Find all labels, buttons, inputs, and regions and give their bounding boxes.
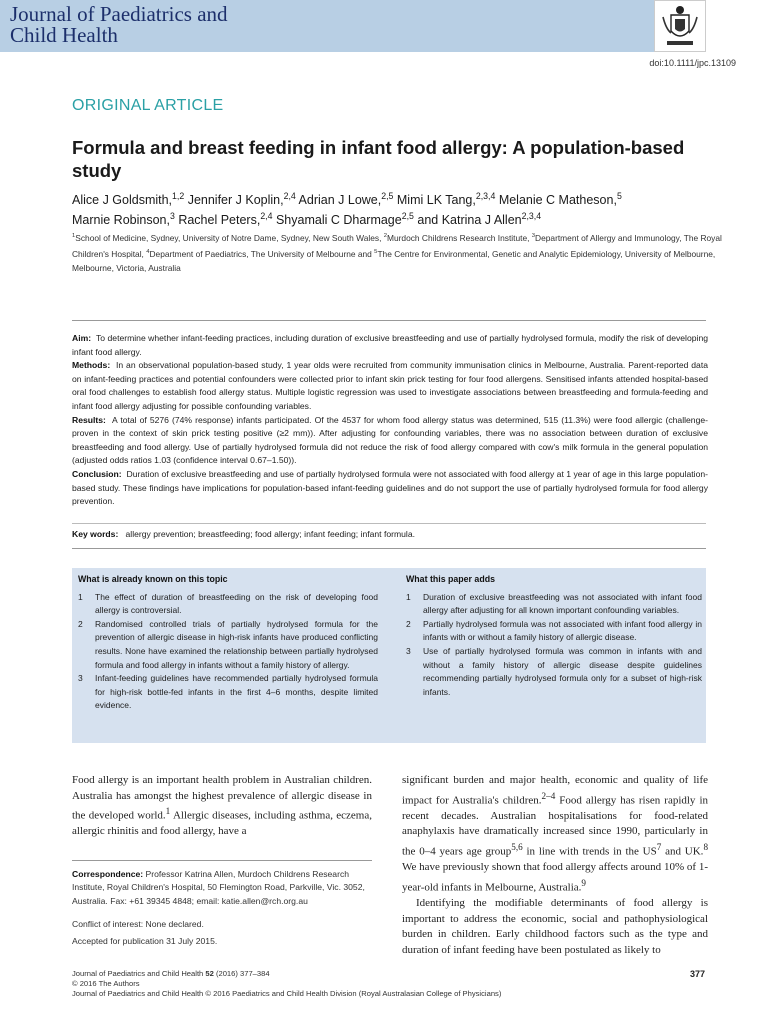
body-column-left: Food allergy is an important health problem in Australian children. Australia has amongst the highest prevalence of allergic disease in the developed world.$^1$ Allergic diseases, including asthma, eczema, allergic rhinitis and food allergy, have a xyxy=(72,774,372,838)
article-type: ORIGINAL ARTICLE xyxy=(72,97,224,114)
doi[interactable]: doi:10.1111/jpc.13109 xyxy=(649,58,736,68)
page-footer xyxy=(72,969,632,999)
abstract-bottom-rule xyxy=(72,548,706,549)
footer-publisher: Journal of Paediatrics and Child Health © 2016 Paediatrics and Child Health Division (Royal Australasian College of Physicians) xyxy=(72,989,502,998)
summary-box xyxy=(72,568,706,743)
already-known-heading: What is already known on this topic xyxy=(78,574,228,584)
footer-copyright: © 2016 The Authors xyxy=(72,979,140,988)
list-item: 1 The effect of duration of breastfeeding on the risk of developing food allergy is controversial. xyxy=(78,591,378,616)
author[interactable]: and Katrina J Allen$^{2,3,4}$ xyxy=(417,211,542,228)
abstract-keywords-rule xyxy=(72,523,706,524)
abstract-conclusion: Conclusion: Duration of exclusive breastfeeding and use of partially hydrolysed formula were not associated with food allergy at 1 year of age in this large population-based study. These findings have implications for population-based infant-feeding guidelines and do not support the use of partially hydrolysed formula for food allergy prevention. xyxy=(72,468,708,507)
journal-title-line1: Journal of Paediatrics and xyxy=(10,2,228,26)
body-paragraph: Identifying the modifiable determinants of food allergy is important to address the economic, social and pathophysiological burden in children. Early childhood factors such as the type and duration of infant feeding have been postulated as likely to xyxy=(402,897,708,956)
list-item: 2 Partially hydrolysed formula was not associated with infant food allergy in infants with or without a family history of allergic disease. xyxy=(406,618,702,643)
correspondence-rule xyxy=(72,860,372,861)
abstract-results: Results: A total of 5276 (74% response) infants participated. Of the 4537 for whom food allergy status was determined, 515 (11.3%) were food allergic (challenge-proven in the context of skin prick testing positive (≥2 mm)). After adjusting for confounding variables, there was no association between duration of exclusive breastfeeding and food allergy. Use of partially hydrolysed formula did not reduce the risk of food allergy compared with cow's milk formula in the general population (adjusted odds ratios 1.03 (confidence interval 0.67–1.50)). xyxy=(72,414,708,466)
conflict-of-interest: Conflict of interest: None declared. xyxy=(72,919,204,929)
author-list xyxy=(72,188,722,228)
coat-of-arms-icon xyxy=(654,0,706,52)
author[interactable]: Shyamali C Dharmage$^{2,5}$ xyxy=(275,211,414,228)
journal-title xyxy=(10,4,228,46)
article-title: Formula and breast feeding in infant food allergy: A population-based study xyxy=(72,137,685,181)
paper-adds-section xyxy=(406,573,702,699)
author[interactable]: Rachel Peters,$^{2,4}$ xyxy=(178,211,273,228)
author[interactable]: Melanie C Matheson,$^5$ xyxy=(498,191,622,208)
journal-title-line2: Child Health xyxy=(10,23,118,47)
abstract-methods: Methods: In an observational population-based study, 1 year olds were recruited from community immunisation clinics in Melbourne, Australia. Parent-reported data on infant-feeding practices and potential confounders were collected prior to infant skin prick testing for four food allergens. Sensitised infants attended hospital-based oral food challenges to establish food allergy status. Multiple logistic regression was used to investigate associations between breastfeeding and formula-feeding and infant food allergy adjusting for possible confounding variables. xyxy=(72,360,709,411)
author[interactable]: Mimi LK Tang,$^{2,3,4}$ xyxy=(396,191,496,208)
body-column-right xyxy=(402,773,708,959)
abstract xyxy=(72,332,708,509)
abstract-aim: Aim: To determine whether infant-feeding practices, including duration of exclusive breastfeeding and use of partially hydrolysed formula, modify the risk of developing infant food allergy. xyxy=(72,333,708,357)
list-item: 3 Infant-feeding guidelines have recommended partially hydrolysed formula for high-risk bottle-fed infants in the first 4–6 months, despite limited evidence. xyxy=(78,673,378,711)
body-paragraph: significant burden and major health, economic and quality of life impact for Australia's children.$^{2-4}$ Food allergy has risen rapidly in recent decades. Australian hospitalisations for food-related anaphylaxis have dramatically increased since 1990, particularly in the 0–4 years age group$^{5,6}$ in line with trends in the $US^7$ and UK.$^8$ We have previously shown that food allergy affects around 10% of 1-year-old infants in Melbourne, Australia.$^9$ xyxy=(402,774,709,894)
already-known-section xyxy=(78,573,378,713)
paper-adds-heading: What this paper adds xyxy=(406,574,495,584)
abstract-top-rule xyxy=(72,320,706,321)
page-number: 377 xyxy=(690,969,706,979)
author[interactable]: Jennifer J Koplin,$^{2,4}$ xyxy=(187,191,296,208)
accepted-date: Accepted for publication 31 July 2015. xyxy=(72,936,218,946)
list-item: 2 Randomised controlled trials of partially hydrolysed formula for the prevention of allergic disease in high-risk infants have produced conflicting results. None have examined the relationship between partially hydrolysed formula and food allergy in infants without a family history of allergy. xyxy=(78,618,378,670)
author[interactable]: Marnie Robinson,$^3$ xyxy=(72,211,175,228)
author[interactable]: Adrian J Lowe,$^{2,5}$ xyxy=(298,191,394,208)
author[interactable]: Alice J Goldsmith,$^{1,2}$ xyxy=(72,191,185,208)
list-item: 3 Use of partially hydrolysed formula was common in infants with and without a family history of allergic disease despite guidelines recommending partially hydrolysed formula only for a subset of high-risk infants. xyxy=(406,645,702,697)
footer-citation: Journal of Paediatrics and Child Health 52 (2016) 377–384 xyxy=(72,969,270,978)
list-item: 1 Duration of exclusive breastfeeding was not associated with infant food allergy after adjusting for all known important confounding variables. xyxy=(406,591,702,616)
correspondence: Correspondence: Professor Katrina Allen, Murdoch Childrens Research Institute, Royal Children's Hospital, 50 Flemington Road, Parkville, Vic. 3052, Australia. Fax: +61 39345 4848; email: katie.allen@rch.org.au xyxy=(72,869,365,906)
affiliations: $^1$School of Medicine, Sydney, University of Notre Dame, Sydney, New South Wales, $^2$Murdoch Childrens Research Institute, $^3$Department of Allergy and Immunology, The Royal Children's Hospital, $^4$Department of Paediatrics, The University of Melbourne and $^5$The Centre for Environmental, Genetic and Analytic Epidemiology, University of Melbourne, Melbourne, Victoria, Australia xyxy=(72,232,722,273)
keywords: Key words: allergy prevention; breastfeeding; food allergy; infant feeding; infant formula. xyxy=(72,529,416,539)
